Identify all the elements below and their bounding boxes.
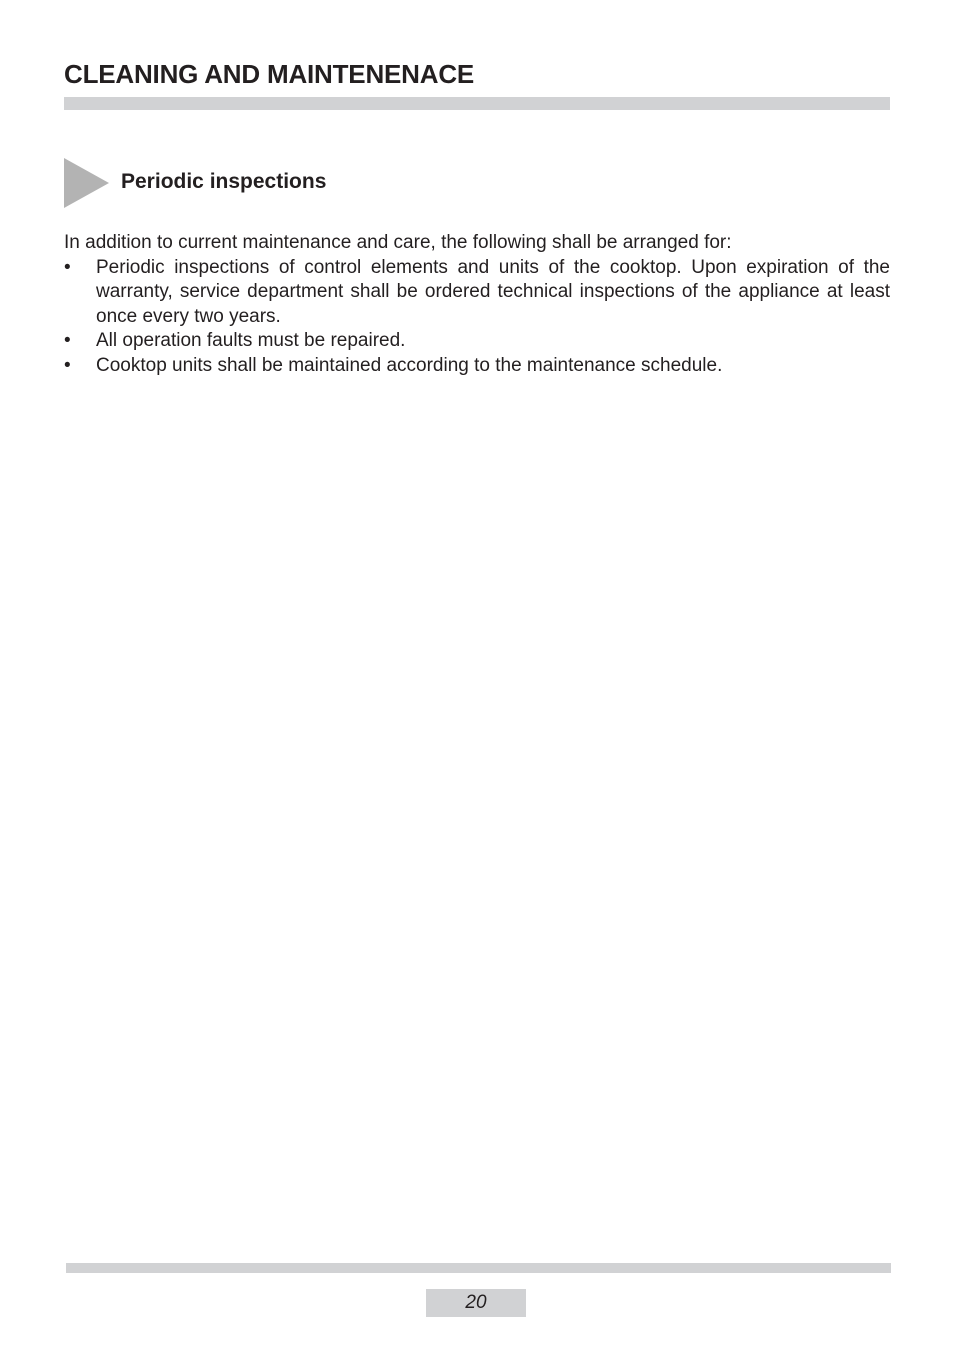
page-number: 20 <box>465 1292 487 1313</box>
list-item-text: Cooktop units shall be maintained according to the maintenance schedule. <box>96 354 723 376</box>
bullet-icon: • <box>64 330 71 351</box>
title-divider <box>64 97 890 110</box>
intro-paragraph: In addition to current maintenance and care, the following shall be arranged for: <box>64 232 732 253</box>
bullet-icon: • <box>64 354 71 376</box>
footer-divider <box>66 1263 891 1273</box>
list-item <box>64 354 890 379</box>
inspection-list <box>64 256 890 379</box>
bullet-icon: • <box>64 256 71 278</box>
list-item <box>64 329 890 354</box>
list-item-text: Periodic inspections of control elements and units of the cooktop. Upon expiration of the warranty, service department shall be ordered technical inspections of the appliance at least once every two years. <box>96 256 890 327</box>
section-body <box>64 231 890 378</box>
list-item <box>64 256 890 330</box>
page-number-badge <box>426 1289 526 1317</box>
list-item-text: All operation faults must be repaired. <box>96 330 406 351</box>
section-heading <box>64 158 664 208</box>
section-title: Periodic inspections <box>121 170 327 193</box>
page-title: CLEANING AND MAINTENENACE <box>64 59 475 89</box>
triangle-arrow-right-icon <box>64 158 109 208</box>
